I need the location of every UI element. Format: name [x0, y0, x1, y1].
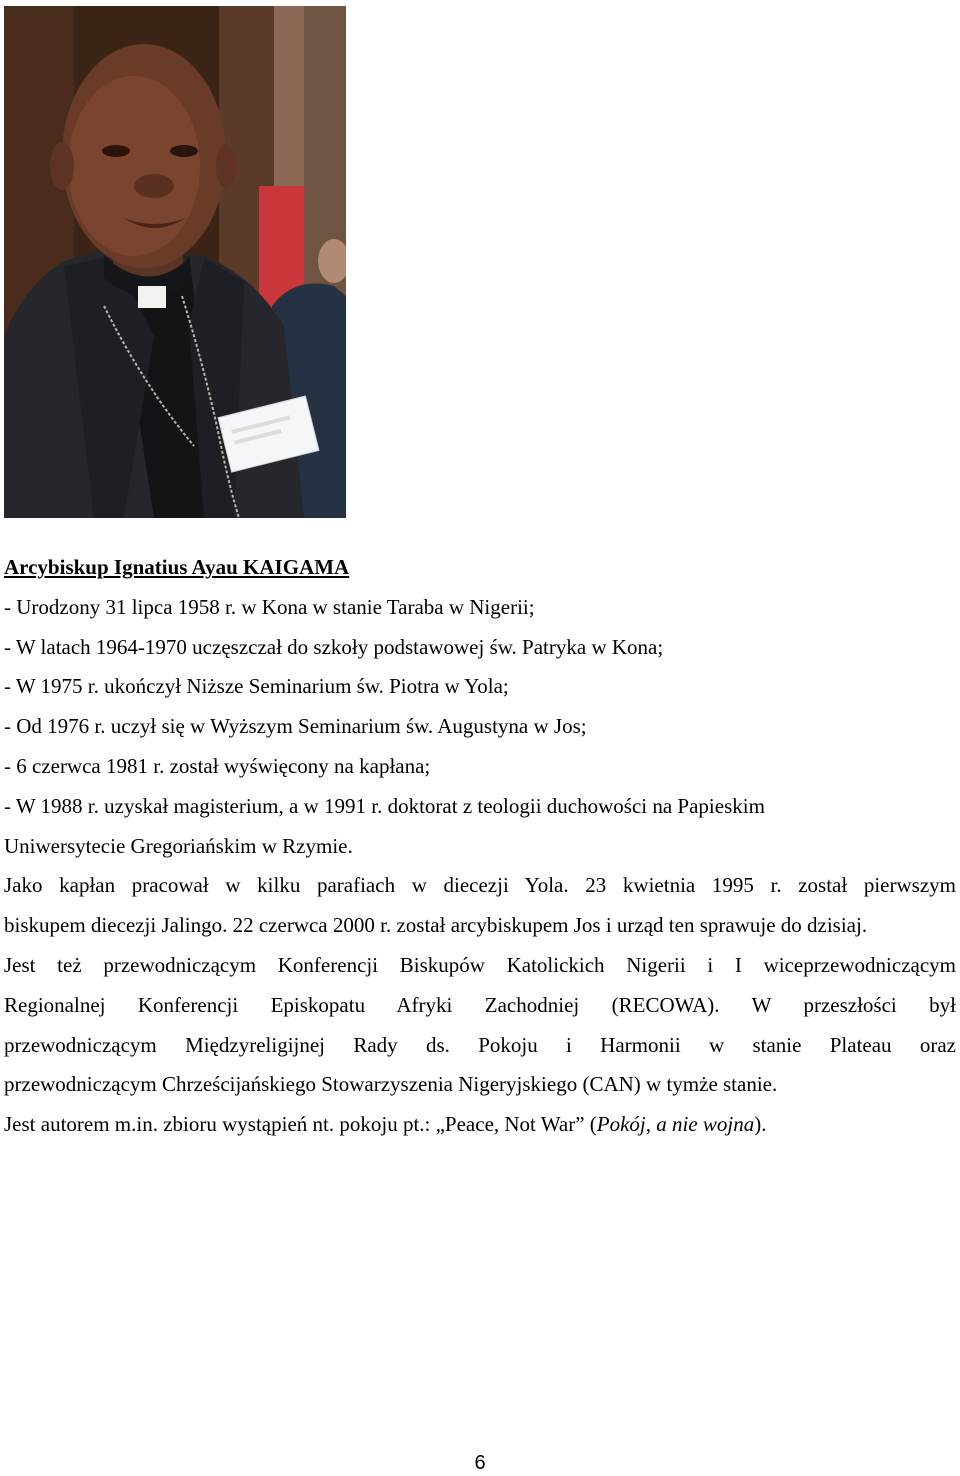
publication-line: [4, 1105, 956, 1145]
paragraph-line: Regionalnej Konferencji Episkopatu Afryki Zachodniej (RECOWA). W przeszłości był: [4, 992, 956, 1017]
paragraph-line: przewodniczącym Chrześcijańskiego Stowarzyszenia Nigeryjskiego (CAN) w tymże stanie.: [4, 1072, 778, 1097]
page-number: 6: [474, 1452, 486, 1474]
portrait-illustration: [4, 6, 346, 518]
bio-line: - W 1988 r. uzyskał magisterium, a w 1991 r. doktorat z teologii duchowości na Papieskim: [4, 793, 765, 818]
bio-line: Uniwersytecie Gregoriańskim w Rzymie.: [4, 833, 353, 858]
paragraph-line: Jest też przewodniczącym Konferencji Biskupów Katolickich Nigerii i I wiceprzewodniczącym: [4, 952, 956, 977]
publication-prefix: Jest autorem m.in. zbioru wystąpień nt. pokoju pt.: „Peace, Not War” (: [4, 1112, 597, 1137]
publication-suffix: ).: [754, 1112, 767, 1137]
page-title: Arcybiskup Ignatius Ayau KAIGAMA: [4, 555, 350, 579]
bio-line: - 6 czerwca 1981 r. został wyświęcony na kapłana;: [4, 753, 431, 778]
biography-text: [4, 548, 956, 1145]
bio-line: - W latach 1964-1970 uczęszczał do szkoły podstawowej św. Patryka w Kona;: [4, 634, 664, 659]
publication-title-italic: Pokój, a nie wojna: [596, 1112, 755, 1137]
bio-line: - Urodzony 31 lipca 1958 r. w Kona w stanie Taraba w Nigerii;: [4, 594, 535, 619]
paragraph-line: Jako kapłan pracował w kilku parafiach w diecezji Yola. 23 kwietnia 1995 r. został pierwszym: [4, 873, 956, 898]
paragraph-line: biskupem diecezji Jalingo. 22 czerwca 2000 r. został arcybiskupem Jos i urząd ten sprawuje do dzisiaj.: [4, 913, 868, 938]
bio-line: - Od 1976 r. uczył się w Wyższym Seminarium św. Augustyna w Jos;: [4, 714, 587, 739]
bio-line: - W 1975 r. ukończył Niższe Seminarium św. Piotra w Yola;: [4, 674, 509, 699]
paragraph-line: przewodniczącym Międzyreligijnej Rady ds. Pokoju i Harmonii w stanie Plateau oraz: [4, 1032, 956, 1057]
portrait-photo: [4, 6, 346, 518]
